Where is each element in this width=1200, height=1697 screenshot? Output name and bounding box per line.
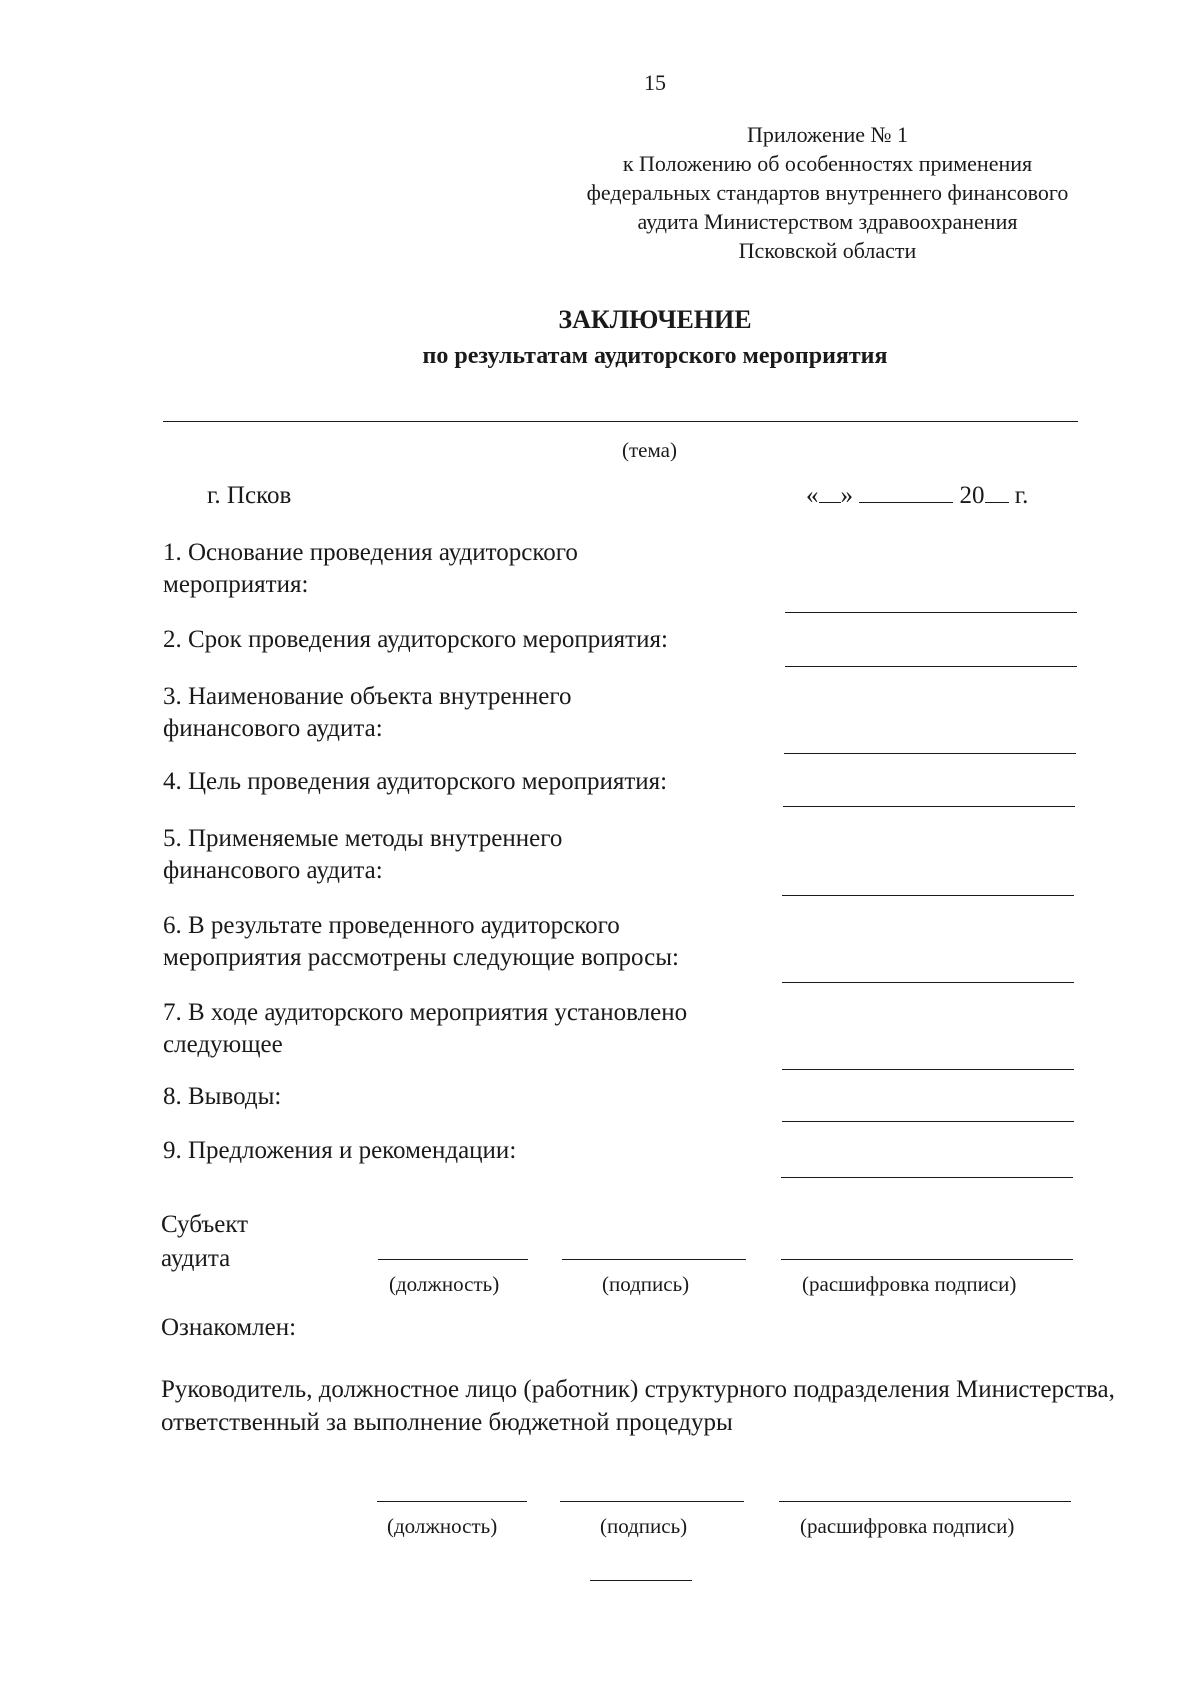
appendix-line: к Положению об особенностях применения: [622, 151, 1033, 176]
topic-line: [163, 421, 1078, 422]
date-field: [806, 482, 1062, 510]
head-signature-caption: (подпись): [600, 1514, 688, 1538]
date-day-blank: [819, 482, 841, 503]
audit-subject-label: [161, 1208, 248, 1276]
item-period: 2. Срок проведения аудиторского мероприятия:: [163, 626, 668, 653]
date-open-quote: «: [806, 482, 819, 509]
head-position-caption: (должность): [387, 1514, 498, 1538]
item-basis: 1. Основание проведения аудиторского мероприятия:: [163, 539, 578, 598]
appendix-line: федеральных стандартов внутреннего финансового: [586, 180, 1069, 205]
subject-decoding-caption: (расшифровка подписи): [802, 1272, 1017, 1296]
appendix-line: Псковской области: [738, 238, 917, 263]
item-conclusions-answer-line: [782, 1121, 1074, 1122]
page-number: 15: [644, 70, 666, 95]
head-decoding-caption: (расшифровка подписи): [800, 1514, 1015, 1538]
appendix-line: Приложение № 1: [746, 122, 909, 147]
document-title: ЗАКЛЮЧЕНИЕ: [558, 305, 752, 334]
item-object-answer-line: [784, 753, 1076, 754]
acquainted-label: Ознакомлен:: [161, 1314, 297, 1341]
head-signature-line: [560, 1501, 744, 1502]
date-year-prefix: 20: [959, 482, 985, 509]
document-subtitle: по результатам аудиторского мероприятия: [422, 343, 888, 369]
head-decoding-line: [779, 1501, 1071, 1502]
head-position-line: [377, 1501, 527, 1502]
item-methods: 5. Применяемые методы внутреннего финансового аудита:: [163, 825, 563, 884]
head-person-label: Руководитель, должностное лицо (работник) структурного подразделения Министерства, ответственный за выполнение бюджетной процедуры: [161, 1376, 1115, 1436]
date-close-quote: »: [840, 482, 853, 509]
date-month-blank: [859, 482, 953, 503]
item-findings: 7. В ходе аудиторского мероприятия установлено следующее: [163, 999, 688, 1058]
audit-subject-line1: Субъект: [161, 1211, 249, 1238]
date-year-suffix: г.: [1014, 482, 1029, 509]
item-period-answer-line: [785, 666, 1077, 667]
item-basis-answer-line: [785, 612, 1077, 613]
item-goal-answer-line: [783, 806, 1075, 807]
item-recommendations: 9. Предложения и рекомендации:: [163, 1137, 517, 1164]
subject-position-caption: (должность): [389, 1272, 500, 1296]
city-label: г. Псков: [207, 482, 292, 509]
appendix-header: [520, 120, 1135, 265]
item-questions: 6. В результате проведенного аудиторского мероприятия рассмотрены следующие вопросы:: [163, 912, 679, 971]
subject-decoding-line: [781, 1259, 1073, 1260]
item-questions-answer-line: [782, 982, 1074, 983]
subject-signature-line: [562, 1259, 746, 1260]
audit-subject-line2: аудита: [161, 1245, 231, 1272]
item-conclusions: 8. Выводы:: [163, 1083, 282, 1110]
subject-position-line: [378, 1259, 528, 1260]
topic-caption: (тема): [622, 438, 677, 462]
item-goal: 4. Цель проведения аудиторского мероприятия:: [163, 768, 668, 795]
item-findings-answer-line: [782, 1069, 1074, 1070]
item-recommendations-answer-line: [781, 1177, 1073, 1178]
item-object: 3. Наименование объекта внутреннего финансового аудита:: [163, 683, 572, 742]
appendix-line: аудита Министерством здравоохранения: [637, 209, 1018, 234]
date-year-blank: [985, 482, 1009, 503]
subject-signature-caption: (подпись): [602, 1272, 690, 1296]
closing-line: [590, 1580, 692, 1581]
item-methods-answer-line: [782, 895, 1074, 896]
